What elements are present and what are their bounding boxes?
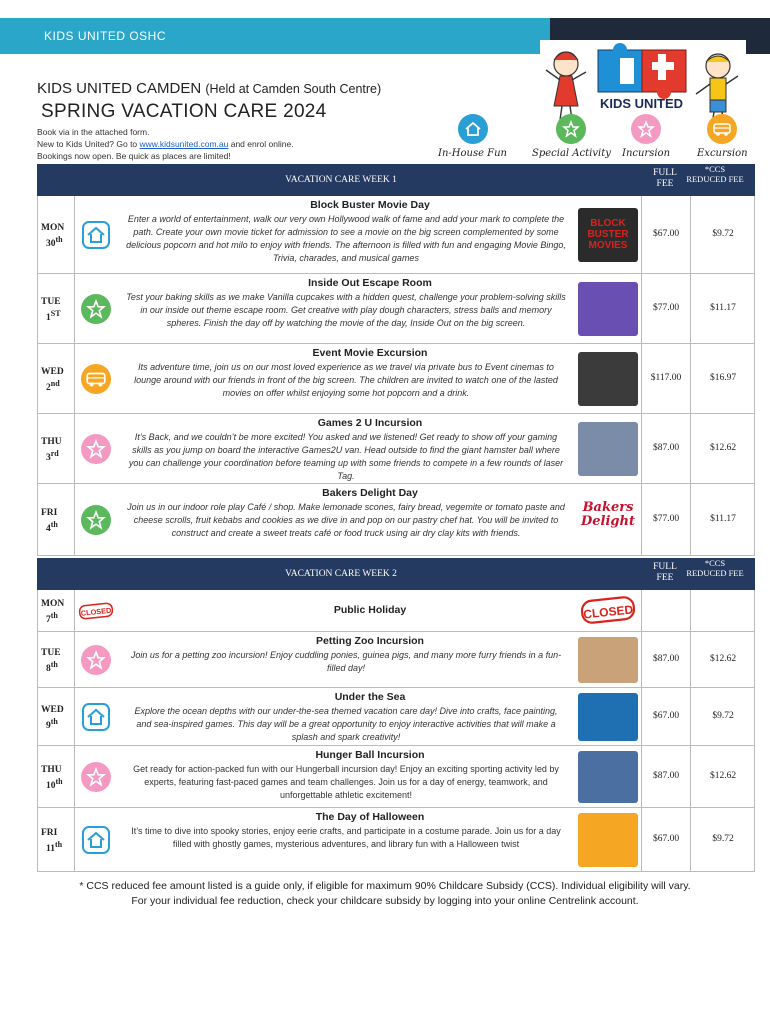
legend-label-incursion: Incursion	[622, 148, 671, 159]
booking-line-3: Bookings now open. Be quick as places are limited!	[37, 151, 231, 161]
week-1-full-fee-header: FULL FEE	[653, 168, 677, 189]
footnote-line-2: For your individual fee reduction, check your childcare subsidy by logging into your online Centrelink account.	[131, 895, 639, 907]
star-icon	[631, 114, 661, 144]
full-fee: $77.00	[652, 514, 680, 524]
date-suffix: th	[50, 611, 58, 620]
booking-line-2-post: and enrol online.	[228, 139, 294, 149]
activity-thumbnail	[578, 751, 638, 803]
activity-description: Join us for a petting zoo incursion! Enjoy cuddling ponies, guinea pigs, and many more furry friends in a fun-filled day!	[130, 650, 562, 673]
star-icon	[78, 762, 114, 792]
day-label	[41, 367, 64, 394]
thumbnail-text: BLOCK BUSTER MOVIES	[587, 218, 629, 251]
date	[41, 716, 64, 732]
activity-title: Inside Out Escape Room	[308, 277, 432, 289]
activity-thumbnail	[578, 282, 638, 336]
activity-title: Under the Sea	[334, 691, 406, 703]
date-suffix: th	[50, 717, 58, 726]
date-number: 3	[46, 453, 51, 464]
house-icon	[78, 702, 114, 732]
legend-excursion	[697, 114, 748, 159]
activity-description: Explore the ocean depths with our under-the-sea themed vacation care day! Dive into crafts, face painting, and sea-inspired games. This day will be a great opportunity to enjoy interactive activities that will make a splash and spark creativity!	[134, 706, 558, 742]
activity-description: Get ready for action-packed fun with our Hungerball incursion day! Enjoy an exciting sporting activity led by experts, featuring fast-paced games and team challenges. Join us for a day of energy, teamwork, and unforgettable athletic excitement!	[133, 764, 559, 800]
legend-label-in-house: In-House Fun	[438, 148, 507, 159]
date	[41, 308, 61, 324]
activity-description: Test your baking skills as we make Vanilla cupcakes with a hidden quest, challenge your problem-solving skills in our inside out theme escape room. Get creative with play dough characters, stress balls and memory spheres. Finish the day off by watching the movie of the day, Inside Out on the big screen.	[126, 292, 566, 328]
date-suffix: nd	[50, 379, 60, 388]
date	[41, 378, 64, 394]
full-fee: $67.00	[652, 711, 680, 721]
ccs-reduced-fee: $11.17	[710, 514, 736, 524]
column-divider	[74, 344, 75, 413]
weekday: MON	[41, 223, 65, 233]
bus-icon	[707, 114, 737, 144]
day-label	[41, 705, 64, 732]
legend-special	[532, 114, 611, 159]
legend-in-house	[438, 114, 507, 159]
date-number: 9	[46, 721, 51, 732]
schedule-row	[37, 808, 755, 872]
full-fee: $117.00	[650, 373, 682, 383]
activity-description: Its adventure time, join us on our most loved experience as we travel via private bus to Event cinemas to lounge around with our friends in front of the big screen. The children are invited to watch one of the lasted movies on offer whilst enjoying some hot popcorn and a drink.	[134, 362, 558, 398]
column-divider	[690, 590, 691, 631]
week-2-ccs-fee-header: *CCS REDUCED FEE	[686, 558, 744, 578]
full-fee: $67.00	[652, 834, 680, 844]
closed-stamp-icon	[78, 596, 114, 626]
date-number: 30	[46, 239, 56, 250]
activity-title: Games 2 U Incursion	[317, 417, 423, 429]
weekday: THU	[41, 437, 62, 447]
weekday: FRI	[41, 508, 58, 518]
activity-title: Hunger Ball Incursion	[315, 749, 425, 761]
schedule-row	[37, 414, 755, 484]
day-label	[41, 297, 61, 324]
activity-title: The Day of Halloween	[315, 811, 425, 823]
camp-name: KIDS UNITED CAMDEN	[37, 80, 202, 97]
footnote-line-1: * CCS reduced fee amount listed is a guide only, if eligible for maximum 90% Childcare Subsidy (CCS). Individual eligibility will vary.	[79, 880, 691, 892]
full-fee: $67.00	[652, 229, 680, 239]
weekday: FRI	[41, 828, 58, 838]
date-suffix: th	[50, 520, 58, 529]
day-label	[41, 508, 58, 535]
activity-thumbnail	[578, 493, 638, 547]
column-divider	[74, 196, 75, 273]
bus-icon	[78, 364, 114, 394]
column-divider	[74, 632, 75, 687]
date-number: 10	[46, 781, 56, 792]
column-divider	[74, 274, 75, 343]
weekday: MON	[41, 599, 65, 609]
star-icon	[78, 645, 114, 675]
activity-title: Event Movie Excursion	[312, 347, 428, 359]
date-number: 7	[46, 615, 51, 626]
thumbnail-text: Bakers Delight	[581, 500, 635, 529]
activity-thumbnail	[578, 422, 638, 476]
column-divider	[74, 590, 75, 631]
day-label	[41, 223, 64, 250]
legend-label-excursion: Excursion	[697, 148, 748, 159]
star-icon	[78, 505, 114, 535]
house-icon	[78, 220, 114, 250]
date-suffix: th	[54, 840, 63, 849]
activity-description: Enter a world of entertainment, walk our very own Hollywood walk of fame and add your mark to complete the path. Create your own movie ticket for admission to see a movie on the big screen complemented by some delicious popcorn and hot milo to enjoy with friends. The afternoon is filled with fun and engaging Movie Bingo, Trivia, charades, and musical games	[126, 214, 566, 263]
activity-title: Public Holiday	[333, 604, 407, 616]
full-fee: $87.00	[652, 771, 680, 781]
house-icon	[78, 825, 114, 855]
week-2-full-fee-header: FULL FEE	[653, 562, 677, 583]
column-divider	[74, 688, 75, 745]
ccs-reduced-fee: $12.62	[709, 771, 737, 781]
legend-incursion	[622, 114, 670, 159]
ccs-reduced-fee: $11.17	[710, 303, 736, 313]
schedule-row	[37, 196, 755, 274]
legend-label-special: Special Activity	[532, 148, 611, 159]
booking-line-2-pre: New to Kids United? Go to	[37, 139, 140, 149]
date	[41, 234, 64, 250]
weekday: TUE	[41, 297, 61, 307]
day-label	[41, 765, 63, 792]
activity-thumbnail	[578, 595, 638, 627]
date	[41, 659, 61, 675]
activity-thumbnail	[578, 352, 638, 406]
date-number: 4	[46, 524, 51, 535]
week-2-title: VACATION CARE WEEK 2	[285, 569, 397, 579]
activity-description: It’s time to dive into spooky stories, enjoy eerie crafts, and participate in a costume parade. Join us for a day filled with ghostly games, mysterious adventures, and library fun with a Halloween twist	[131, 826, 561, 849]
activity-description: Join us in our indoor role play Café / shop. Make lemonade scones, fairy bread, vegemite or tomato paste and cheese scrolls, fruit kebabs and cookies as we dive in and pop on our pastry chef hat. You will be invited to construct and create a sweet treats café or food truck using air dry clay kits with friends.	[127, 502, 565, 538]
full-fee: $77.00	[652, 303, 680, 313]
activity-thumbnail	[578, 813, 638, 867]
activity-thumbnail	[578, 693, 638, 741]
star-icon	[556, 114, 586, 144]
date	[41, 519, 58, 535]
date	[41, 776, 63, 792]
svg-text:CLOSED: CLOSED	[80, 605, 112, 618]
ccs-reduced-fee: $9.72	[712, 834, 734, 844]
ccs-reduced-fee: $12.62	[709, 443, 737, 453]
weekday: TUE	[41, 648, 61, 658]
ccs-reduced-fee: $12.62	[709, 654, 737, 664]
week-1-ccs-fee-header: *CCS REDUCED FEE	[686, 164, 744, 184]
star-icon	[78, 434, 114, 464]
date-suffix: rd	[50, 449, 59, 458]
column-divider	[74, 746, 75, 807]
schedule-row	[37, 274, 755, 344]
ccs-reduced-fee: $9.72	[712, 711, 734, 721]
week-1-title: VACATION CARE WEEK 1	[285, 175, 397, 185]
star-icon	[78, 294, 114, 324]
date	[41, 610, 64, 626]
date-suffix: th	[55, 777, 63, 786]
booking-line-1: Book via in the attached form.	[37, 127, 150, 137]
ccs-reduced-fee: $16.97	[709, 373, 737, 383]
ccs-footnote	[20, 879, 750, 909]
weekday: WED	[41, 705, 64, 715]
date-suffix: th	[55, 235, 63, 244]
weekday: THU	[41, 765, 62, 775]
schedule-row	[37, 344, 755, 414]
activity-title: Petting Zoo Incursion	[316, 635, 424, 647]
week-2-header	[37, 558, 755, 590]
date-number: 2	[46, 383, 51, 394]
schedule-row	[37, 746, 755, 808]
day-label	[41, 437, 62, 464]
day-label	[41, 828, 62, 855]
banner-title: KIDS UNITED OSHC	[44, 29, 167, 43]
date-number: 1	[46, 313, 51, 324]
activity-thumbnail	[578, 208, 638, 262]
full-fee: $87.00	[652, 654, 680, 664]
day-label	[41, 648, 61, 675]
date-number: 11	[46, 844, 55, 855]
column-divider	[74, 414, 75, 483]
activity-title: Bakers Delight Day	[322, 487, 418, 499]
booking-line-2	[37, 138, 294, 150]
date	[41, 448, 62, 464]
week-1-header	[37, 164, 755, 196]
activity-thumbnail	[578, 637, 638, 683]
column-divider	[74, 808, 75, 871]
schedule-row	[37, 688, 755, 746]
date-suffix: th	[50, 660, 58, 669]
day-label	[41, 599, 64, 626]
booking-info	[37, 126, 294, 162]
house-icon	[458, 114, 488, 144]
schedule-row	[37, 484, 755, 556]
schedule-row	[37, 590, 755, 632]
page-title: SPRING VACATION CARE 2024	[41, 101, 327, 122]
activity-title: Block Buster Movie Day	[310, 199, 430, 211]
svg-text:CLOSED: CLOSED	[582, 602, 634, 622]
activity-description: It’s Back, and we couldn’t be more excited! You asked and we listened! Get ready to show off your gaming skills as you jump on board the interactive Games2U van. Head outside to find the giant hamster ball where you can challenge your coordination before teaming up with some friends to compete in a few rounds of laser Tag.	[128, 432, 564, 481]
camp-title	[37, 80, 381, 97]
camp-location: (Held at Camden South Centre)	[205, 82, 382, 96]
logo-text: KIDS UNITED	[600, 96, 684, 111]
date	[41, 839, 62, 855]
date-number: 8	[46, 664, 51, 675]
website-link[interactable]: www.kidsunited.com.au	[139, 139, 229, 149]
weekday: WED	[41, 367, 64, 377]
column-divider	[641, 590, 642, 631]
date-suffix: ST	[50, 309, 61, 318]
column-divider	[74, 484, 75, 555]
full-fee: $87.00	[652, 443, 680, 453]
schedule-row	[37, 632, 755, 688]
ccs-reduced-fee: $9.72	[712, 229, 734, 239]
